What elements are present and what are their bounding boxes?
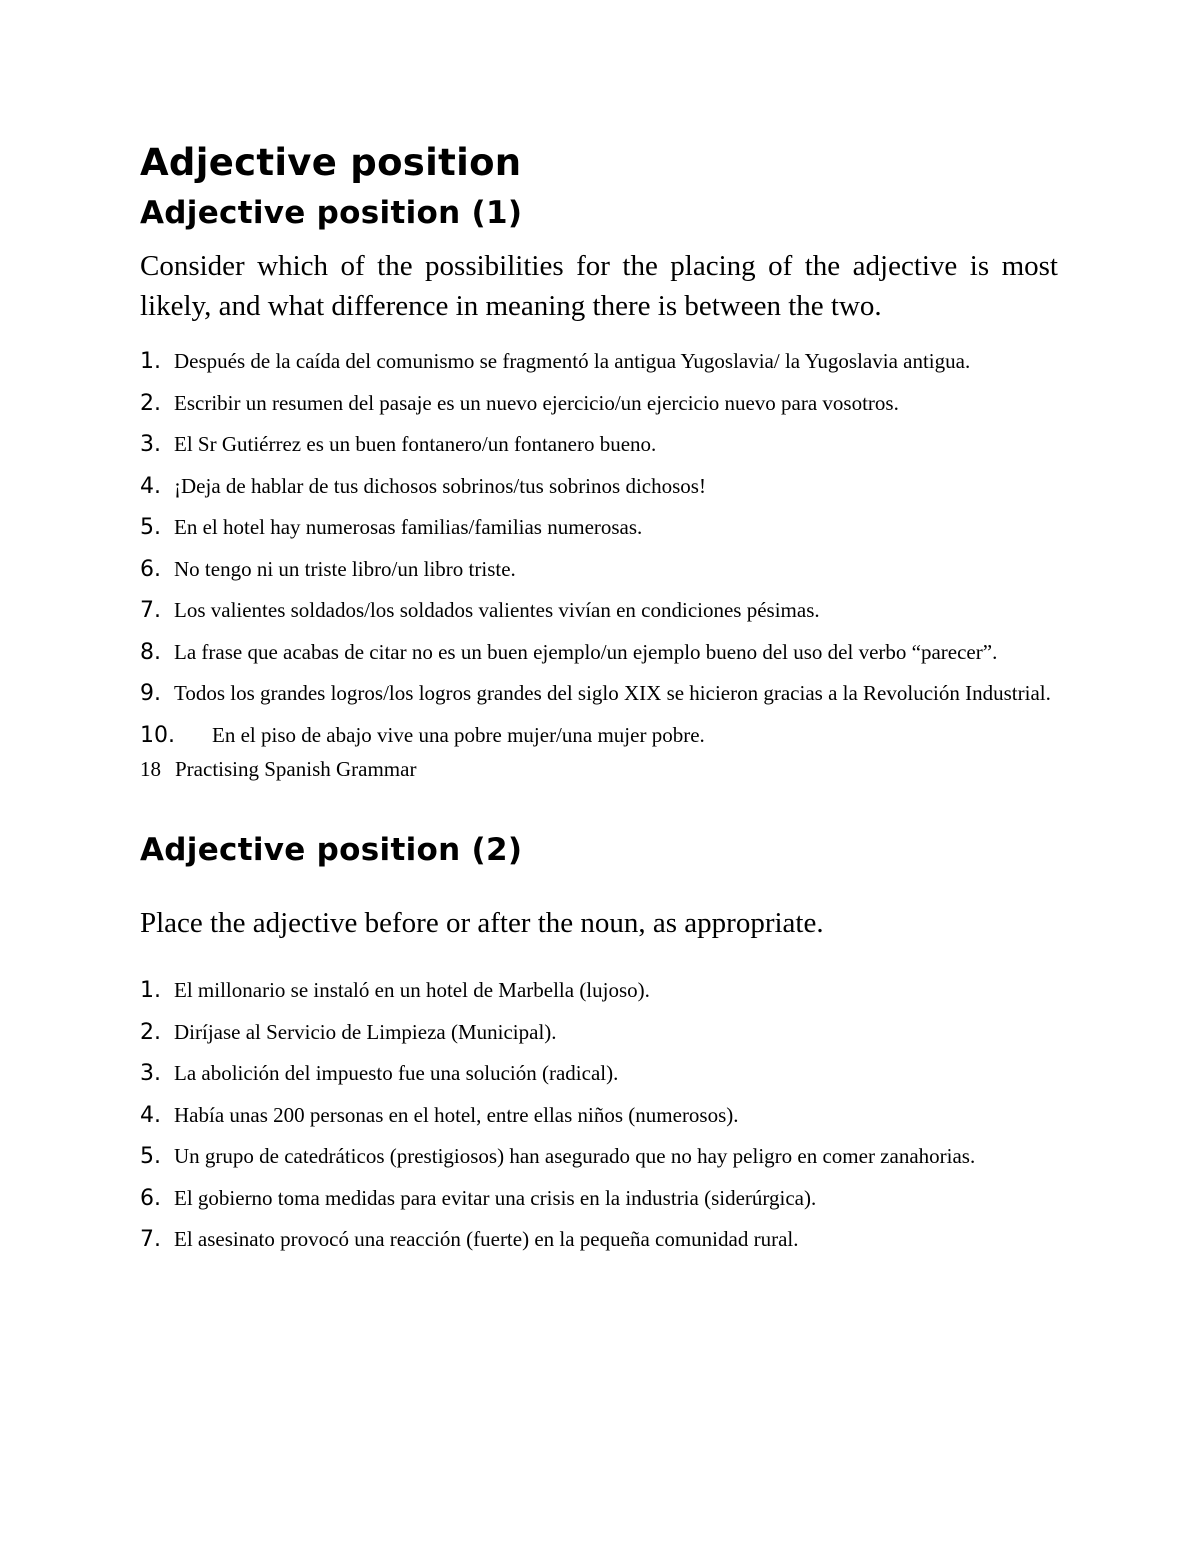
item-text: Todos los grandes logros/los logros grandes del siglo XIX se hicieron gracias a la Revolución Industrial. [174, 681, 1051, 705]
list-item [140, 1017, 1058, 1049]
section-2-heading: Adjective position (2) [140, 832, 523, 868]
item-number: 3. [140, 432, 161, 457]
item-number: 7. [140, 598, 161, 623]
item-text: Un grupo de catedráticos (prestigiosos) han asegurado que no hay peligro en comer zanahorias. [174, 1144, 976, 1168]
item-text: Diríjase al Servicio de Limpieza (Municipal). [174, 1019, 557, 1044]
section-2-instruction: Place the adjective before or after the noun, as appropriate. [140, 907, 824, 939]
list-item [140, 554, 1058, 586]
item-number: 6. [140, 1185, 161, 1211]
item-number: 1. [140, 349, 161, 374]
item-text: La frase que acabas de citar no es un buen ejemplo/un ejemplo bueno del uso del verbo “parecer”. [174, 639, 998, 664]
item-number: 3. [140, 1061, 161, 1086]
list-item [140, 346, 1058, 378]
item-text: El gobierno toma medidas para evitar una crisis en la industria (siderúrgica). [174, 1185, 817, 1210]
list-item [140, 471, 1058, 503]
item-number: 10. [140, 722, 175, 748]
item-number: 9. [140, 681, 161, 706]
item-number: 5. [140, 1144, 161, 1169]
item-text: ¡Deja de hablar de tus dichosos sobrinos/tus sobrinos dichosos! [174, 473, 706, 498]
item-number: 2. [140, 390, 161, 416]
list-item [140, 1224, 1058, 1256]
item-text: El Sr Gutiérrez es un buen fontanero/un fontanero bueno. [174, 432, 657, 456]
item-text: Había unas 200 personas en el hotel, entre ellas niños (numerosos). [174, 1102, 739, 1127]
document-page [140, 138, 1058, 1266]
item-number: 4. [140, 1102, 161, 1128]
list-item [140, 512, 1058, 544]
item-text: En el piso de abajo vive una pobre mujer/una mujer pobre. [212, 722, 705, 747]
list-item [140, 720, 1058, 752]
list-item [140, 388, 1058, 420]
section-1-heading: Adjective position (1) [140, 195, 523, 231]
list-item [140, 1141, 1058, 1173]
section-1-instruction: Consider which of the possibilities for the placing of the adjective is most likely, and what difference in meaning there is between the two. [140, 250, 1058, 322]
section-2-exercise-list [140, 975, 1058, 1256]
item-text: Los valientes soldados/los soldados valientes vivían en condiciones pésimas. [174, 598, 820, 622]
item-number: 6. [140, 556, 161, 582]
item-text: Después de la caída del comunismo se fragmentó la antigua Yugoslavia/ la Yugoslavia antigua. [174, 349, 971, 373]
item-number: 1. [140, 978, 161, 1003]
item-text: Escribir un resumen del pasaje es un nuevo ejercicio/un ejercicio nuevo para vosotros. [174, 390, 899, 415]
list-item [140, 1100, 1058, 1132]
item-number: 8. [140, 639, 161, 665]
document-title: Adjective position [140, 141, 522, 184]
book-title: Practising Spanish Grammar [175, 757, 417, 781]
item-number: 5. [140, 515, 161, 540]
item-text: No tengo ni un triste libro/un libro triste. [174, 556, 516, 581]
section-1-exercise-list [140, 346, 1058, 751]
list-item [140, 975, 1058, 1007]
page-number: 18 [140, 757, 161, 781]
list-item [140, 1058, 1058, 1090]
item-text: El asesinato provocó una reacción (fuerte) en la pequeña comunidad rural. [174, 1227, 799, 1251]
item-text: La abolición del impuesto fue una solución (radical). [174, 1061, 619, 1085]
list-item [140, 678, 1058, 710]
item-number: 2. [140, 1019, 161, 1045]
book-footer [140, 755, 1058, 783]
list-item [140, 1183, 1058, 1215]
item-text: El millonario se instaló en un hotel de Marbella (lujoso). [174, 978, 650, 1002]
item-number: 7. [140, 1227, 161, 1252]
item-text: En el hotel hay numerosas familias/familias numerosas. [174, 515, 643, 539]
item-number: 4. [140, 473, 161, 499]
list-item [140, 429, 1058, 461]
list-item [140, 595, 1058, 627]
list-item [140, 637, 1058, 669]
